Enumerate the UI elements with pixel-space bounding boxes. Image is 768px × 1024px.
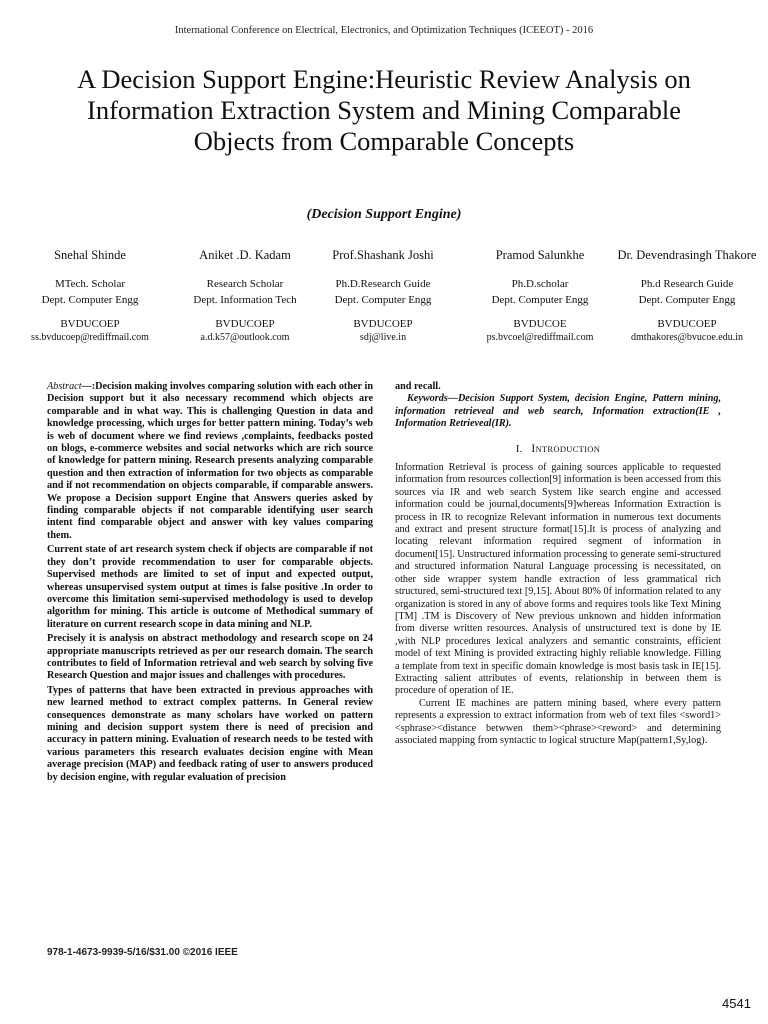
author-email[interactable]: ss.bvducoep@rediffmail.com	[31, 332, 149, 343]
author-block	[0, 248, 768, 358]
keywords	[395, 393, 721, 430]
keywords-label: Keywords—	[407, 393, 458, 405]
author-name: Aniket .D. Kadam	[199, 248, 291, 262]
abstract-paragraph-1	[47, 381, 373, 542]
author-institution: BVDUCOEP	[353, 318, 413, 330]
paper-subtitle: (Decision Support Engine)	[306, 207, 462, 222]
intro-paragraph-2: Current IE machines are pattern mining based, where every pattern represents a expression to extract information from web of text files <sword1><sphrase><distance betwwen them><phrase><reword> and determining associated mapping from syntactic to logical structure Map(pattern1,Sy,log).	[395, 697, 721, 746]
author-role: Ph.d Research Guide	[640, 278, 734, 290]
section-title-first: I	[531, 442, 536, 455]
author-name: Prof.Shashank Joshi	[332, 248, 434, 262]
right-column	[395, 381, 721, 747]
author-dept: Dept. Computer Engg	[41, 294, 139, 306]
author-name: Snehal Shinde	[54, 248, 126, 262]
intro-paragraph-1: Information Retrieval is process of gaining sources applicable to requested information from resources collection[9] information is been accessed from this sources via IR and web search System like search engine and accessed information could be journal,documents[9]whereas Information Extraction is process in IR to recognize Relevant information in numerous text documents and extract and present structure format[15].It is process of analyzing and locating relevant information required segment of information in document[15]. Unstructured information processing to generate semi-structured and structured information Natural Language processing is necessitated, on other side wrapper system handle extraction of less grammatical rich structured, semi-structured text [9,15]. About 80% 0f information related to any organization is stored in any of above forms and requires tools like Text Mining [TM] .TM is Discovery of New previous unknown and hidden information from diverse written resources. Analysis of unstructured text is done by IE ,with NLP procedures lexical analyzers and semantic constraints, efficient model of text Mining is provided extracting highly reliable knowledge. Filling a template from text in specific domain knowledge is most basis task in IE[15]. Extracting salient attributes of events, relationship in between them is procedure of operation of IE.	[395, 462, 721, 697]
author-role: MTech. Scholar	[54, 278, 126, 290]
author-email[interactable]: dmthakores@bvucoe.edu.in	[631, 332, 743, 343]
abstract-paragraph-4: Types of patterns that have been extracted in previous approaches with new learned method to extract complex patterns. In General review consequences demonstrate as many scholars have worked on pattern mining and decision support system there is need of precision and accuracy in pattern mining. Evaluation of research needs to be tested with various parameters this research evaluates decision engine with Mean average precision (MAP) and feedback rating of user to answers produced by decision engine, with regular evaluation of precision	[47, 684, 373, 783]
author-institution: BVDUCOEP	[60, 318, 120, 330]
conference-header: International Conference on Electrical, Electronics, and Optimization Techniques (ICEEOT) - 2016	[174, 25, 594, 36]
author-email[interactable]: sdj@live.in	[359, 332, 407, 343]
footer-isbn: 978-1-4673-9939-5/16/$31.00 ©2016 IEEE	[47, 947, 238, 958]
abstract-paragraph-3: Precisely it is analysis on abstract methodology and research scope on 24 appropriate manuscripts retrieved as per our research domain. The search contributes to field of Information retrieval and web search by solving five Research Question and major issues and challenges with procedures.	[47, 633, 373, 682]
author-role: Research Scholar	[206, 278, 284, 290]
author-1	[15, 248, 165, 344]
author-dept: Dept. Information Tech	[193, 294, 297, 306]
author-email[interactable]: a.d.k57@outlook.com	[200, 332, 290, 343]
author-dept: Dept. Computer Engg	[491, 294, 589, 306]
abstract-paragraph-2: Current state of art research system check if objects are comparable if not they don’t provide recommendation to user for comparable objects. Supervised methods are limited to set of input and expected output, whereas unsupervised system output at times is false positive .In order to overcome this limitation semi-supervised methodology is used to develop algorithm for mining. This article is outcome of Methodical summary of literature on current research scope in data mining and NLP.	[47, 544, 373, 630]
abstract-dash: —:	[81, 381, 96, 392]
abstract-label: Abstract	[47, 381, 82, 392]
section-heading-introduction	[395, 443, 721, 456]
author-name: Dr. Devendrasingh Thakore	[617, 248, 757, 262]
author-3	[308, 248, 458, 344]
author-name: Pramod Salunkhe	[495, 248, 585, 262]
author-dept: Dept. Computer Engg	[638, 294, 736, 306]
abstract-continuation: and recall.	[395, 381, 441, 392]
section-numeral: I.	[515, 443, 523, 455]
author-email[interactable]: ps.bvcoel@rediffmail.com	[486, 332, 594, 343]
author-dept: Dept. Computer Engg	[334, 294, 432, 306]
paper-title: A Decision Support Engine:Heuristic Review Analysis on Information Extraction System and Mining Comparable Objects from Comparable Concepts	[77, 64, 691, 156]
page-number: 4541	[722, 996, 751, 1011]
author-4	[465, 248, 615, 344]
author-institution: BVDUCOE	[513, 318, 567, 330]
author-role: Ph.D.scholar	[511, 278, 569, 290]
author-institution: BVDUCOEP	[215, 318, 275, 330]
author-role: Ph.D.Research Guide	[335, 278, 431, 290]
abstract-text: Decision making involves comparing solution with each other in Decision support but it also necessary recommend which objects are comparable and in what way. This is challenging Question in data and knowledge processing, which urges for better pattern mining. Today’s web is web of document where we find reviews ,complaints, feedbacks posted on blogs, e-commerce websites and social networks which are rich source of knowledge for pattern mining. Research presents analyzing comparable question and then extraction of information for two objects as comparable and if not recommendation on objects comparable, if comparable answers. We propose a Decision support Engine that Answers queries asked by finding comparable objects if not comparable identifying user search intent find comparable object and answer with key values comparing them.	[47, 381, 373, 541]
author-2	[170, 248, 320, 344]
keywords-text: Decision Support System, decision Engine, Pattern mining, information retrieveal and web search, Information extraction(IE , Information Retrieveal(IR).	[395, 393, 721, 430]
author-5	[612, 248, 762, 344]
section-title-rest: NTRODUCTION	[535, 443, 601, 454]
author-institution: BVDUCOEP	[657, 318, 717, 330]
abstract-column	[47, 381, 373, 786]
